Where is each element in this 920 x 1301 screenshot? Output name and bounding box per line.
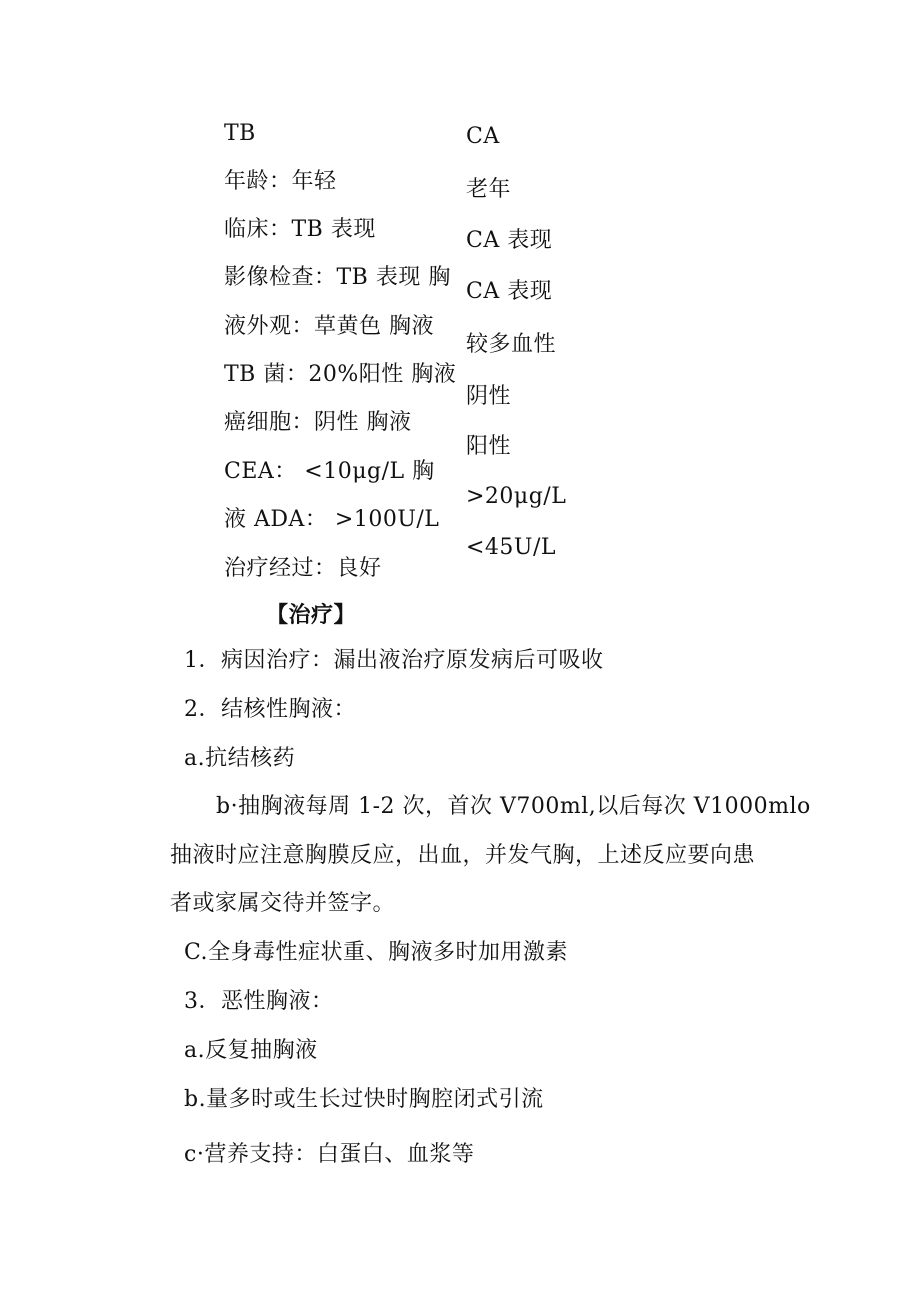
comparison-right-line: CA 表现 <box>466 279 553 304</box>
comparison-left-line: CEA： <10μg/L 胸 <box>224 459 435 484</box>
comparison-right-line: CA 表现 <box>466 228 553 253</box>
treatment-line: a.反复抽胸液 <box>184 1038 318 1063</box>
comparison-right-line: 较多血性 <box>466 332 557 357</box>
treatment-line: 3．恶性胸液： <box>184 989 334 1014</box>
treatment-line: c·营养支持：白蛋白、血浆等 <box>184 1142 475 1167</box>
comparison-right-line: 阴性 <box>466 384 512 409</box>
comparison-right-line: >20μg/L <box>466 484 567 509</box>
comparison-left-line: 影像检查：TB 表现 胸 <box>224 265 451 290</box>
comparison-right-line: 老年 <box>466 177 512 202</box>
treatment-line: 2．结核性胸液： <box>184 697 356 722</box>
treatment-line: a.抗结核药 <box>184 746 296 771</box>
treatment-line: 1．病因治疗：漏出液治疗原发病后可吸收 <box>184 648 604 673</box>
treatment-line: 抽液时应注意胸膜反应，出血，并发气胸，上述反应要向患 <box>170 843 756 868</box>
treatment-line: b.量多时或生长过快时胸腔闭式引流 <box>184 1087 544 1112</box>
comparison-left-line: TB 菌：20%阳性 胸液 <box>224 362 457 387</box>
comparison-right-line: <45U/L <box>466 535 556 560</box>
comparison-left-line: 癌细胞：阴性 胸液 <box>224 410 412 435</box>
comparison-left-line: 液 ADA： >100U/L <box>224 507 440 532</box>
comparison-left-line: TB <box>224 121 256 146</box>
comparison-right-line: 阳性 <box>466 434 512 459</box>
section-heading: 【治疗】 <box>266 602 357 628</box>
comparison-left-line: 临床：TB 表现 <box>224 217 376 242</box>
comparison-left-line: 年龄：年轻 <box>224 169 337 194</box>
treatment-line: b·抽胸液每周 1-2 次，首次 V700ml,以后每次 V1000mlo <box>216 794 811 819</box>
comparison-left-line: 治疗经过：良好 <box>224 556 382 581</box>
treatment-line: 者或家属交待并签字。 <box>170 891 396 916</box>
comparison-right-line: CA <box>466 124 500 149</box>
treatment-line: C.全身毒性症状重、胸液多时加用激素 <box>184 940 569 965</box>
comparison-left-line: 液外观：草黄色 胸液 <box>224 314 434 339</box>
